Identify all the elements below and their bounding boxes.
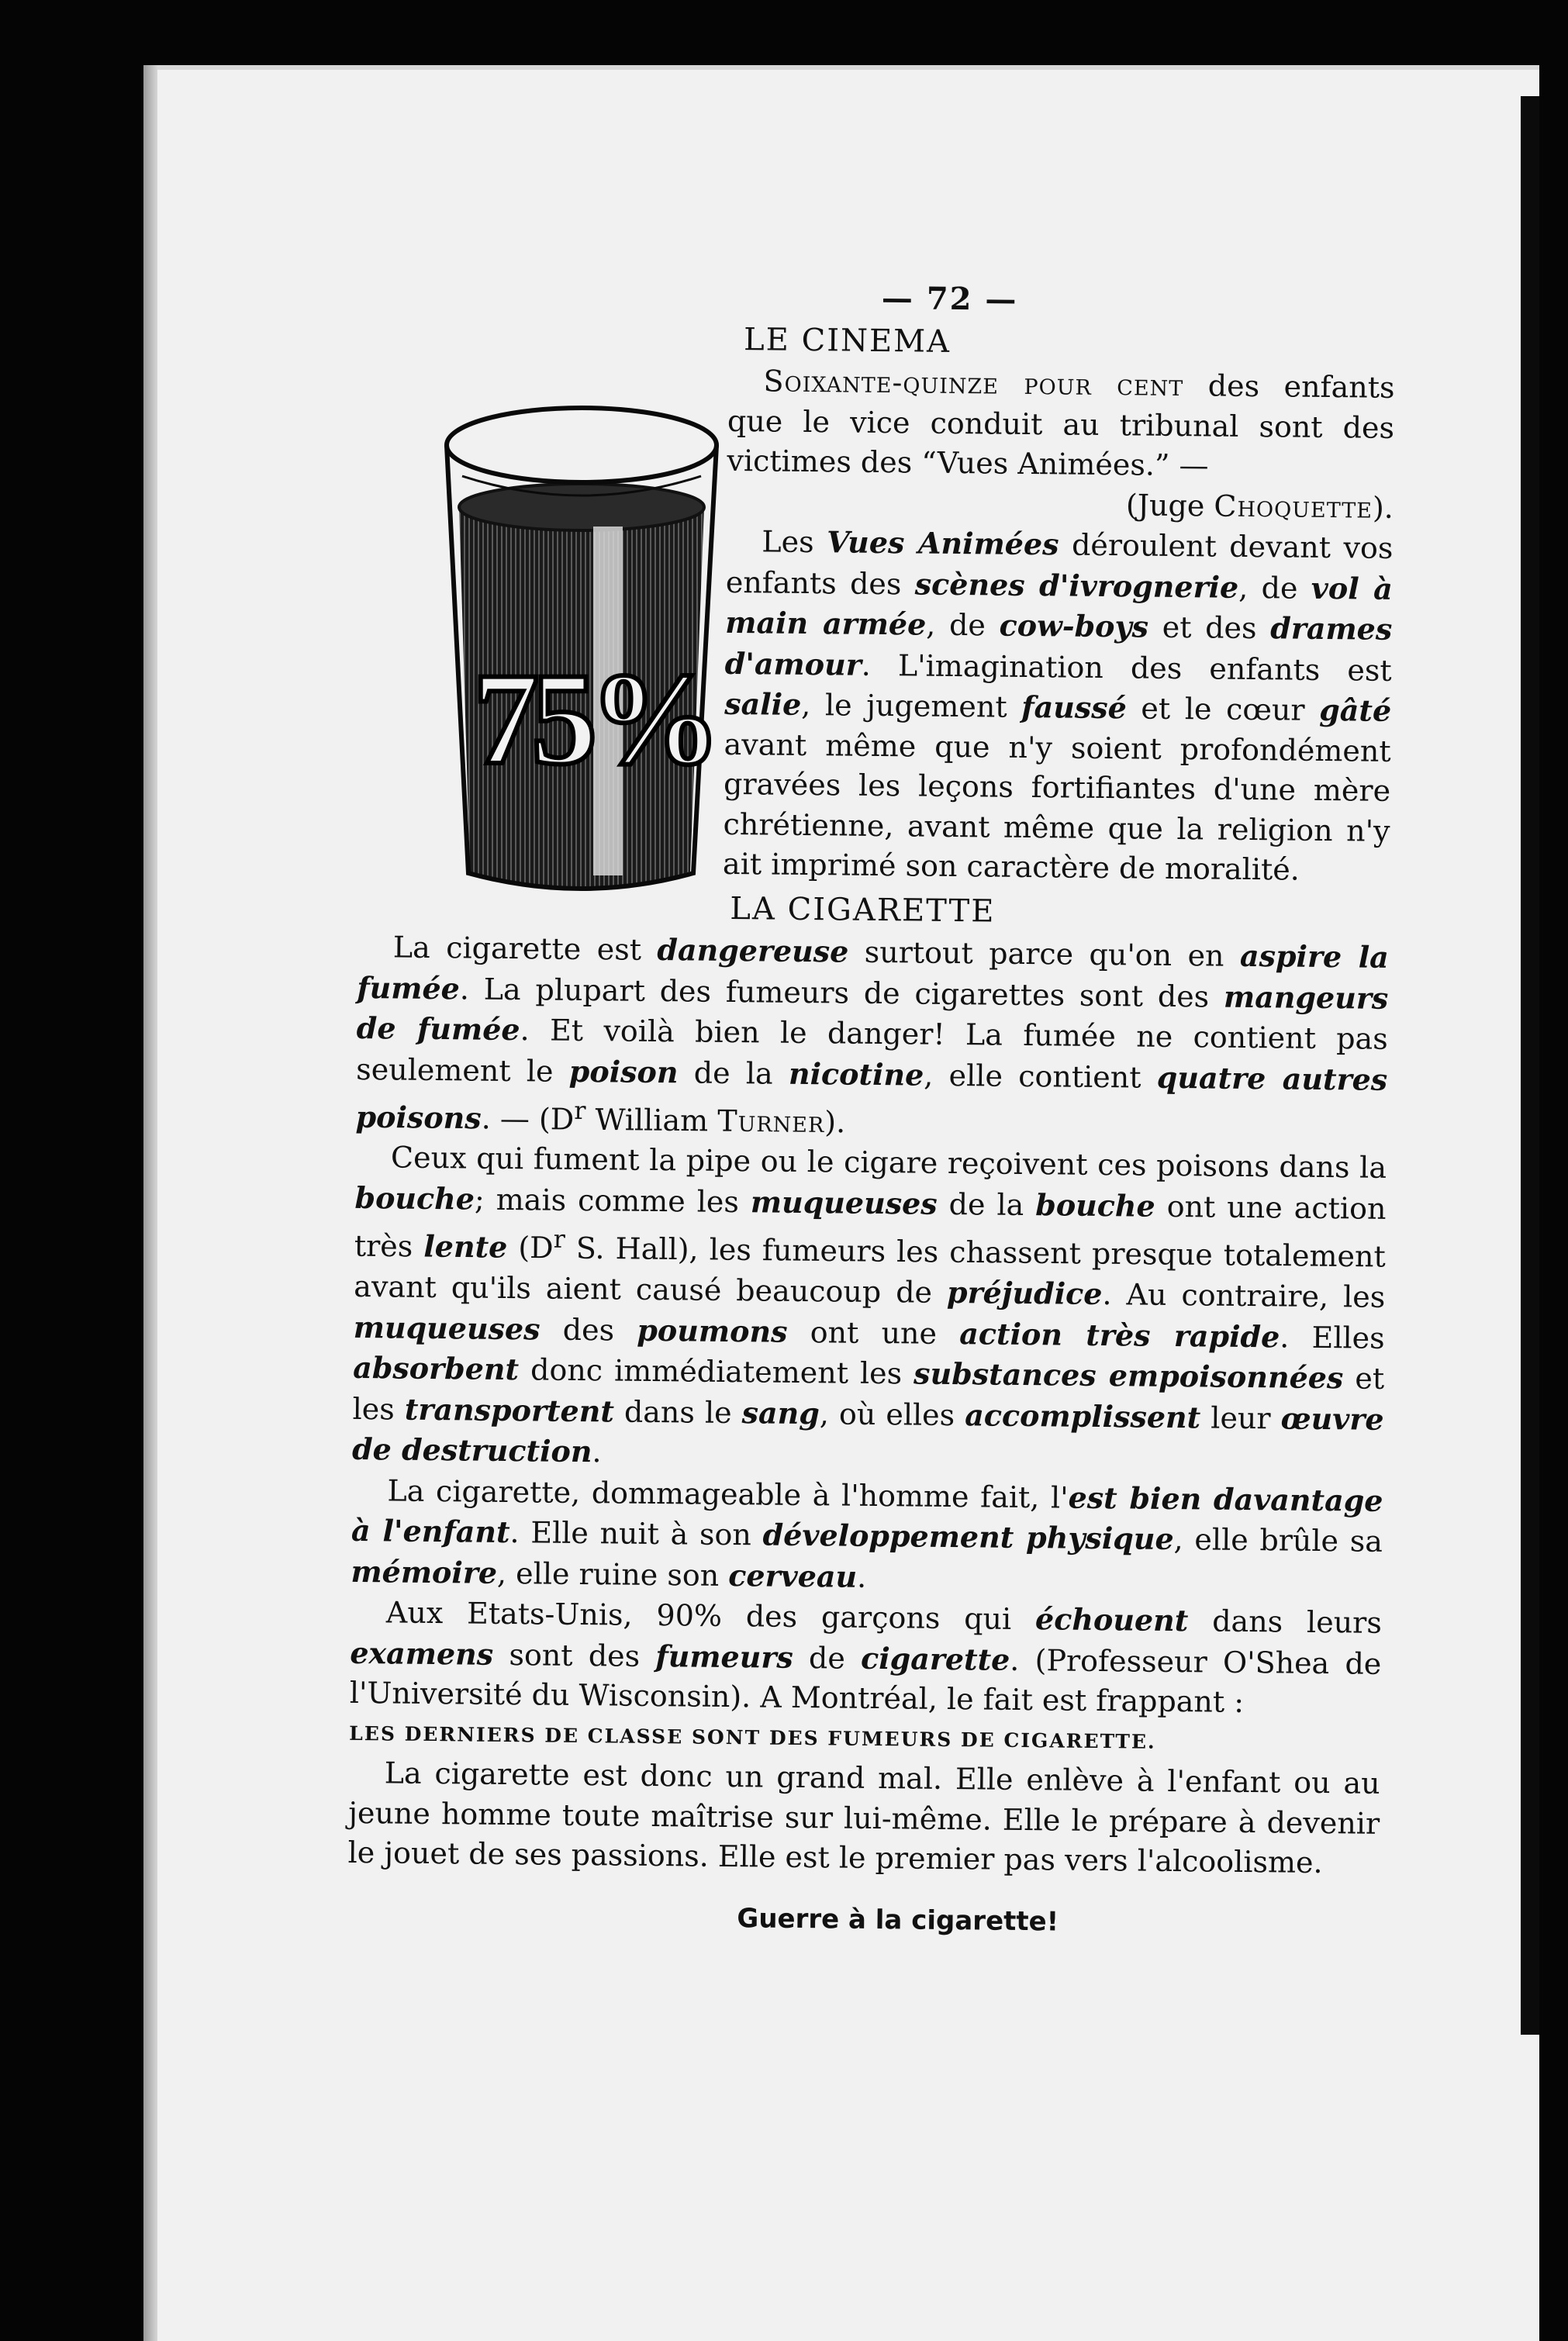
text: et des <box>1148 609 1271 646</box>
emphasis: œuvre de destruction <box>351 1400 1384 1469</box>
emphasis: poison <box>568 1053 679 1089</box>
superscript: r <box>553 1225 566 1254</box>
text: leur <box>1200 1400 1281 1436</box>
emphasis: bouche <box>354 1179 475 1217</box>
intro-text: des enfants que le vice conduit au tribunal sont des victimes des “Vues Animées.” — <box>727 368 1395 483</box>
text: . Au contraire, les <box>1102 1277 1386 1315</box>
text: (D <box>507 1230 554 1265</box>
text: William <box>585 1102 718 1138</box>
emphasis: action très rapide <box>959 1315 1280 1355</box>
attribution-name: Choquette <box>1214 488 1373 525</box>
text: dans le <box>613 1394 742 1430</box>
page-number: — 72 — <box>881 279 1018 318</box>
text: et le cœur <box>1126 691 1320 727</box>
emphasis: drames d'amour <box>724 610 1393 682</box>
emphasis: cerveau <box>728 1557 858 1594</box>
glass-percentage-label: 75% <box>473 646 713 792</box>
emphasis: développement physique <box>762 1517 1174 1557</box>
emphasis: scènes d'ivrognerie <box>914 565 1239 605</box>
emphasis: aspire la fumée <box>357 937 1390 1006</box>
text: Ceux qui fument la pipe ou le cigare reçoivent ces poisons dans la <box>390 1140 1387 1186</box>
cinema-section <box>358 357 1395 891</box>
text: de la <box>678 1055 789 1091</box>
emphasis: Vues Animées <box>826 524 1059 562</box>
cinema-heading: LE CINEMA <box>743 321 952 360</box>
text: et les <box>352 1361 1385 1427</box>
emphasis: accomplissent <box>964 1397 1201 1435</box>
emphasis: mémoire <box>351 1553 498 1590</box>
caps-statement: LES DERNIERS DE CLASSE SONT DES FUMEURS DE CIGARETTE. <box>349 1721 1156 1753</box>
intro-lead: Soixante-quinze pour cent <box>763 364 1184 403</box>
emphasis: gâté <box>1319 692 1392 728</box>
emphasis: échouent <box>1034 1601 1189 1638</box>
emphasis: poumons <box>637 1312 788 1349</box>
text: . L'imagination des enfants est <box>861 647 1392 688</box>
text: sont des <box>492 1637 656 1673</box>
text: déroulent devant vos enfants des <box>725 527 1394 601</box>
text: . <box>856 1559 867 1594</box>
text: de <box>793 1640 862 1676</box>
next-page-edge <box>1521 96 1539 2035</box>
emphasis: examens <box>350 1635 494 1672</box>
text: ; mais comme les <box>474 1182 751 1219</box>
attribution-suffix: ). <box>1372 490 1394 525</box>
author-name: Turner <box>717 1103 825 1139</box>
emphasis: faussé <box>1021 689 1128 726</box>
text: de la <box>937 1186 1036 1222</box>
emphasis: fumeurs <box>655 1638 794 1675</box>
emphasis: sang <box>741 1394 820 1431</box>
emphasis: vol à main armée <box>725 570 1394 642</box>
text: . Elle nuit à son <box>509 1515 763 1552</box>
text: La cigarette est <box>392 930 658 967</box>
text: . Elles <box>1280 1320 1385 1355</box>
text: , où elles <box>819 1397 965 1432</box>
text: ont une <box>787 1314 960 1351</box>
text: dans leurs <box>1188 1604 1383 1641</box>
text: . — (D <box>481 1101 575 1137</box>
superscript: r <box>574 1096 586 1126</box>
emphasis: bouche <box>1035 1186 1155 1224</box>
emphasis: quatre autres poisons <box>355 1059 1388 1136</box>
emphasis: substances empoisonnées <box>913 1355 1344 1396</box>
cigarette-paragraph-3 <box>351 1470 1383 1603</box>
emphasis: absorbent <box>352 1350 520 1387</box>
page-spine-shadow <box>143 65 157 2341</box>
text: . (Professeur O'Shea de l'Université du Wisconsin). A Montréal, le fait est frappant : <box>349 1642 1382 1720</box>
emphasis: muqueuses <box>353 1309 541 1347</box>
cigarette-paragraph-1 <box>355 927 1389 1148</box>
emphasis: dangereuse <box>657 932 849 969</box>
text-block <box>347 273 1396 1946</box>
text: avant même que n'y soient profondément gravées les leçons fortifiantes d'une mère chrétienne, avant même que la religion n'y ait imprimé son caractère de moralité. <box>722 727 1391 887</box>
emphasis: est bien davantage à l'enfant <box>351 1480 1383 1550</box>
cinema-attribution <box>727 481 1394 528</box>
cinema-paragraph <box>723 521 1394 891</box>
text: , elle ruine son <box>496 1555 729 1593</box>
emphasis: mangeurs de fumée <box>356 979 1389 1048</box>
cinema-intro <box>727 361 1395 488</box>
text: donc immédiatement les <box>518 1352 914 1391</box>
text: La cigarette, dommageable à l'homme fait, l' <box>387 1473 1069 1515</box>
emphasis: nicotine <box>788 1055 924 1093</box>
cigarette-paragraph-4 <box>350 1592 1383 1724</box>
text: surtout parce qu'on en <box>848 934 1241 973</box>
text: . La plupart des fumeurs de cigarettes sont des <box>459 971 1224 1014</box>
text: . <box>592 1435 602 1469</box>
attribution-prefix: (Juge <box>1125 487 1214 523</box>
emphasis: cigarette <box>860 1640 1010 1677</box>
text: Aux Etats-Unis, 90% des garçons qui <box>385 1595 1036 1637</box>
text: ). <box>824 1104 846 1140</box>
text: des <box>540 1312 637 1348</box>
emphasis: salie <box>724 685 802 722</box>
emphasis: lente <box>423 1228 508 1265</box>
text: S. Hall), les fumeurs les chassent presque totalement avant qu'ils aient causé beaucoup de <box>354 1231 1387 1310</box>
emphasis: cow-boys <box>999 607 1149 644</box>
text: Les <box>762 524 827 560</box>
emphasis: préjudice <box>946 1275 1103 1312</box>
cigarette-paragraph-5: La cigarette est donc un grand mal. Elle enlève à l'enfant ou au jeune homme toute maîtrise sur lui-même. Elle le prépare à devenir le jouet de ses passions. Elle est le premier pas vers l'alcoolisme. <box>347 1756 1380 1880</box>
document-page <box>143 65 1539 2341</box>
text: ont une action très <box>354 1189 1387 1264</box>
text: , le jugement <box>801 687 1022 724</box>
cigarette-heading: LA CIGARETTE <box>730 890 996 930</box>
text: , de <box>1238 570 1312 606</box>
text: , elle contient <box>924 1058 1158 1095</box>
text: . Et voilà bien le danger! La fumée ne contient pas seulement le <box>356 1013 1388 1089</box>
emphasis: muqueuses <box>750 1183 938 1221</box>
emphasis: transportent <box>404 1391 615 1429</box>
cigarette-paragraph-2 <box>352 1138 1387 1481</box>
text: , elle brûle sa <box>1173 1522 1383 1559</box>
closing-slogan: Guerre à la cigarette! <box>737 1902 1059 1938</box>
text: , de <box>926 607 1000 643</box>
